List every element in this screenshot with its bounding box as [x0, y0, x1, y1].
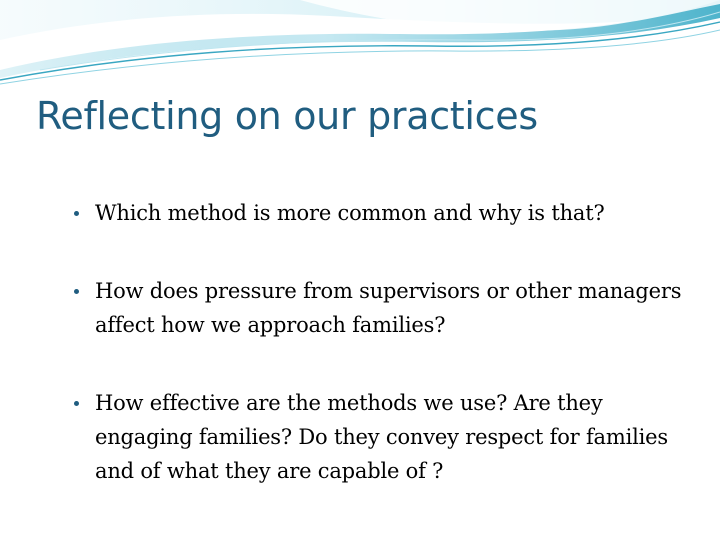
wave-banner — [0, 0, 720, 90]
bullet-item — [74, 386, 694, 488]
bullet-text: How effective are the methods we use? Are they engaging families? Do they convey respect for families and of what they are capable of ? — [95, 391, 668, 483]
bullet-dot-icon — [74, 401, 79, 406]
bullet-text: Which method is more common and why is that? — [95, 201, 605, 225]
slide-title: Reflecting on our practices — [36, 94, 538, 138]
bullet-dot-icon — [74, 211, 79, 216]
bullet-item — [74, 196, 694, 230]
bullet-text: How does pressure from supervisors or other managers affect how we approach families? — [95, 279, 682, 337]
bullet-dot-icon — [74, 289, 79, 294]
bullet-list — [74, 196, 694, 488]
bullet-item — [74, 274, 694, 342]
